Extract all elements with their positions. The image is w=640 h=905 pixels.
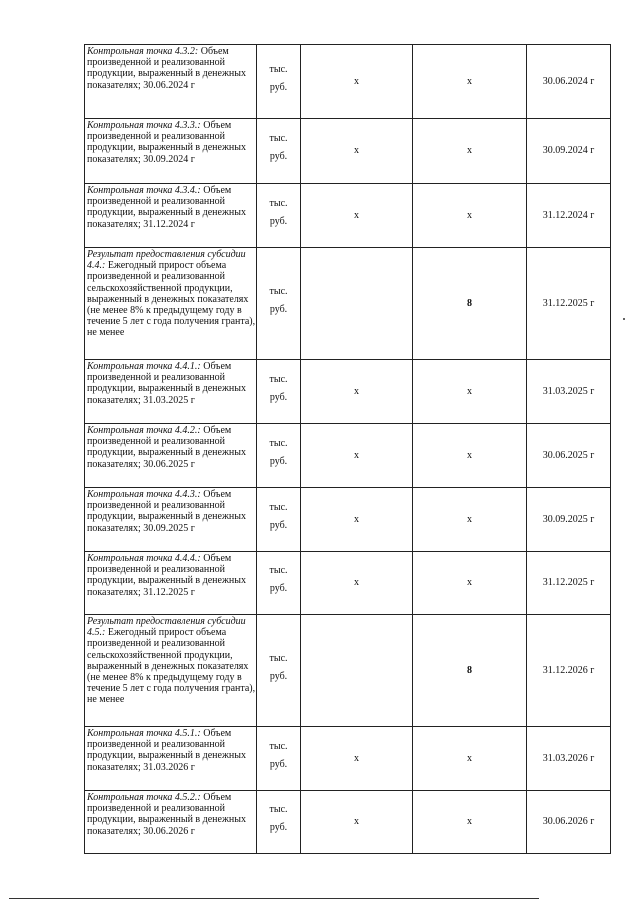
row-label: Контрольная точка 4.4.1.: <box>87 361 201 372</box>
unit-line: руб. <box>269 215 288 227</box>
value-cell: 8 <box>413 248 527 360</box>
unit-line: тыс. <box>269 285 288 297</box>
table-row <box>85 615 611 727</box>
row-text: Объем произведенной и реализованной продукции, выраженный в денежных показателях; 31.03.2025 г <box>87 361 246 406</box>
row-text: Объем произведенной и реализованной продукции, выраженный в денежных показателях; 31.12.2025 г <box>87 553 246 598</box>
value-cell: х <box>413 727 527 791</box>
unit-line: тыс. <box>269 652 288 664</box>
unit-cell <box>257 488 301 552</box>
results-table <box>84 44 611 854</box>
row-label: Контрольная точка 4.3.4.: <box>87 185 201 196</box>
value-cell: х <box>301 488 413 552</box>
value-cell: х <box>413 184 527 248</box>
row-description <box>85 184 257 248</box>
value-cell: х <box>301 360 413 424</box>
unit-line: тыс. <box>269 565 288 576</box>
table-row <box>85 119 611 184</box>
unit-line: руб. <box>269 391 288 403</box>
unit-line: тыс. <box>269 437 288 449</box>
value-cell: х <box>301 424 413 488</box>
value-cell: х <box>413 488 527 552</box>
value-cell: х <box>301 791 413 854</box>
value-cell: х <box>301 45 413 119</box>
value-cell: х <box>413 791 527 854</box>
row-description <box>85 552 257 615</box>
value-cell <box>301 615 413 727</box>
unit-line: руб. <box>269 670 288 682</box>
date-cell: 30.09.2025 г <box>527 488 611 552</box>
row-label: Контрольная точка 4.4.2.: <box>87 425 201 436</box>
unit-line: руб. <box>269 303 288 315</box>
date-cell: 30.06.2024 г <box>527 45 611 119</box>
value-cell <box>301 248 413 360</box>
row-description <box>85 615 257 727</box>
unit-line: тыс. <box>269 804 288 815</box>
row-text: Объем произведенной и реализованной продукции, выраженный в денежных показателях; 30.06.2024 г <box>87 46 246 91</box>
unit-cell <box>257 248 301 360</box>
row-label: Контрольная точка 4.3.3.: <box>87 120 201 131</box>
date-cell: 31.03.2026 г <box>527 727 611 791</box>
row-description <box>85 727 257 791</box>
table-row <box>85 727 611 791</box>
unit-cell <box>257 119 301 184</box>
unit-cell <box>257 791 301 854</box>
table-row <box>85 184 611 248</box>
unit-line: руб. <box>269 583 288 594</box>
unit-cell <box>257 184 301 248</box>
row-text: Объем произведенной и реализованной продукции, выраженный в денежных показателях; 30.06.2025 г <box>87 425 246 470</box>
date-cell: 30.06.2026 г <box>527 791 611 854</box>
unit-line: руб. <box>269 758 288 770</box>
unit-line: руб. <box>269 81 288 93</box>
unit-line: руб. <box>269 151 288 162</box>
value-cell: х <box>413 424 527 488</box>
row-text: Объем произведенной и реализованной продукции, выраженный в денежных показателях; 30.06.2026 г <box>87 792 246 837</box>
unit-line: руб. <box>269 455 288 467</box>
row-description <box>85 424 257 488</box>
unit-cell <box>257 552 301 615</box>
unit-line: тыс. <box>269 501 288 513</box>
table-row <box>85 791 611 854</box>
row-description <box>85 248 257 360</box>
unit-line: тыс. <box>269 63 288 75</box>
unit-line: руб. <box>269 822 288 833</box>
date-cell: 30.09.2024 г <box>527 119 611 184</box>
date-cell: 31.12.2025 г <box>527 552 611 615</box>
row-text: Объем произведенной и реализованной продукции, выраженный в денежных показателях; 30.09.2025 г <box>87 489 246 534</box>
row-description <box>85 45 257 119</box>
value-cell: х <box>301 727 413 791</box>
date-cell: 30.06.2025 г <box>527 424 611 488</box>
row-description <box>85 119 257 184</box>
row-label: Контрольная точка 4.4.4.: <box>87 553 201 564</box>
value-cell: х <box>301 119 413 184</box>
row-text: Объем произведенной и реализованной продукции, выраженный в денежных показателях; 31.03.2026 г <box>87 728 246 773</box>
row-description <box>85 488 257 552</box>
table-row <box>85 360 611 424</box>
value-cell: 8 <box>413 615 527 727</box>
table-row <box>85 248 611 360</box>
table-row <box>85 552 611 615</box>
table-row <box>85 45 611 119</box>
row-text: Ежегодный прирост объема произведенной и реализованной сельскохозяйственной продукции, выраженный в денежных показателях (не менее 8% к предыдущему году в течение 5 лет с года получения гранта), не менее <box>87 627 256 706</box>
unit-cell <box>257 424 301 488</box>
unit-cell <box>257 727 301 791</box>
row-label: Результат предоставления субсидии 4.4.: <box>87 249 246 272</box>
date-cell: 31.12.2024 г <box>527 184 611 248</box>
row-label: Контрольная точка 4.4.3.: <box>87 489 201 500</box>
table-row <box>85 488 611 552</box>
row-label: Контрольная точка 4.5.1.: <box>87 728 201 739</box>
unit-line: руб. <box>269 519 288 531</box>
row-text: Объем произведенной и реализованной продукции, выраженный в денежных показателях; 31.12.2024 г <box>87 185 246 230</box>
row-label: Результат предоставления субсидии 4.5.: <box>87 616 246 639</box>
unit-line: тыс. <box>269 133 288 144</box>
row-text: Объем произведенной и реализованной продукции, выраженный в денежных показателях; 30.09.2024 г <box>87 120 246 165</box>
value-cell: х <box>301 552 413 615</box>
row-label: Контрольная точка 4.5.2.: <box>87 792 201 803</box>
unit-cell <box>257 45 301 119</box>
value-cell: х <box>301 184 413 248</box>
row-label: Контрольная точка 4.3.2: <box>87 46 199 57</box>
unit-cell <box>257 615 301 727</box>
value-cell: х <box>413 45 527 119</box>
date-cell: 31.03.2025 г <box>527 360 611 424</box>
value-cell: х <box>413 552 527 615</box>
unit-line: тыс. <box>269 740 288 752</box>
table-row <box>85 424 611 488</box>
date-cell: 31.12.2025 г <box>527 248 611 360</box>
unit-line: тыс. <box>269 197 288 209</box>
scan-speck <box>623 318 625 320</box>
date-cell: 31.12.2026 г <box>527 615 611 727</box>
row-description <box>85 791 257 854</box>
value-cell: х <box>413 360 527 424</box>
page-bottom-rule <box>9 898 539 899</box>
row-text: Ежегодный прирост объема произведенной и реализованной сельскохозяйственной продукции, выраженный в денежных показателях (не менее 8% к предыдущему году в течение 5 лет с года получения гранта), не менее <box>87 260 256 339</box>
row-description <box>85 360 257 424</box>
unit-cell <box>257 360 301 424</box>
unit-line: тыс. <box>269 373 288 385</box>
value-cell: х <box>413 119 527 184</box>
